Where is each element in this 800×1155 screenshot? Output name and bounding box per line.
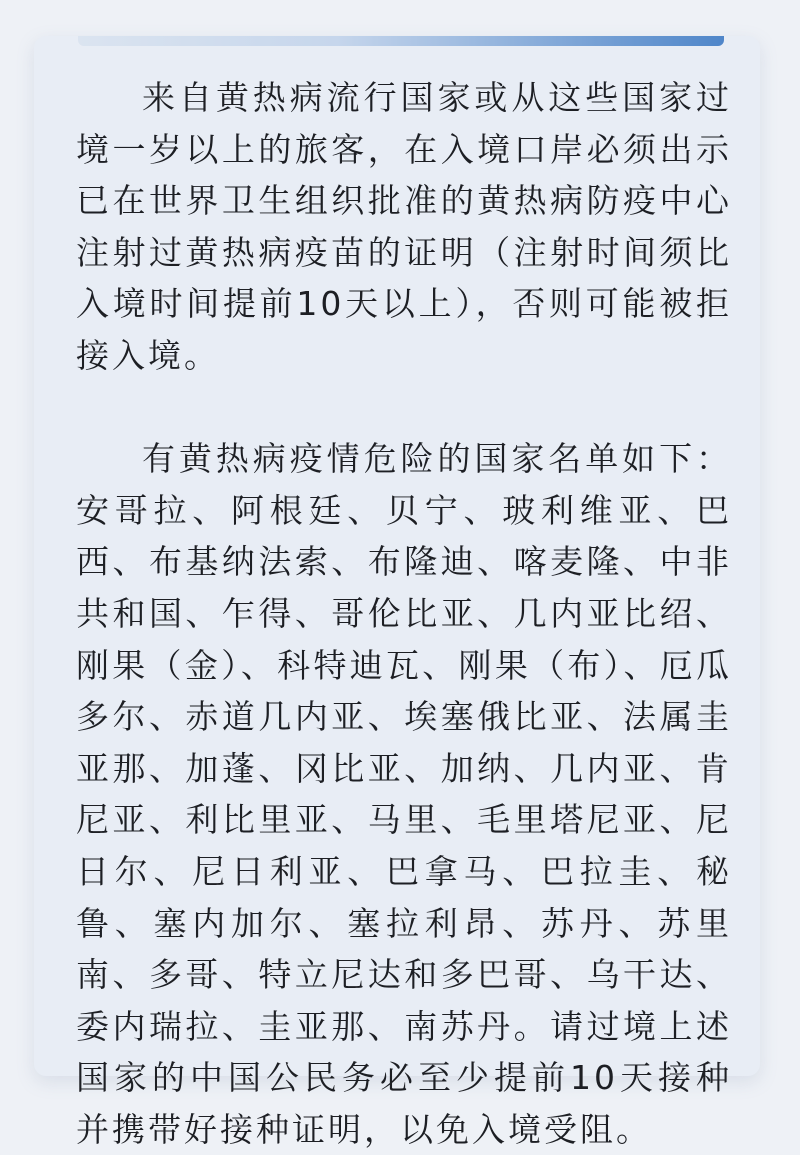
notice-card [34, 36, 760, 1149]
notice-text [76, 72, 732, 1155]
paragraph-country-list: 有黄热病疫情危险的国家名单如下：安哥拉、阿根廷、贝宁、玻利维亚、巴西、布基纳法索、布隆迪、喀麦隆、中非共和国、乍得、哥伦比亚、几内亚比绍、刚果（金）、科特迪瓦、刚果（布）、厄瓜多尔、赤道几内亚、埃塞俄比亚、法属圭亚那、加蓬、冈比亚、加纳、几内亚、肯尼亚、利比里亚、马里、毛里塔尼亚、尼日尔、尼日利亚、巴拿马、巴拉圭、秘鲁、塞内加尔、塞拉利昂、苏丹、苏里南、多哥、特立尼达和多巴哥、乌干达、委内瑞拉、圭亚那、南苏丹。请过境上述国家的中国公民务必至少提前10天接种并携带好接种证明，以免入境受阻。 [76, 439, 732, 1149]
paragraph-entry-requirement: 来自黄热病流行国家或从这些国家过境一岁以上的旅客，在入境口岸必须出示已在世界卫生组织批准的黄热病防疫中心注射过黄热病疫苗的证明（注射时间须比入境时间提前10天以上），否则可能被拒接入境。 [76, 78, 732, 375]
header-accent-bar [78, 36, 724, 46]
